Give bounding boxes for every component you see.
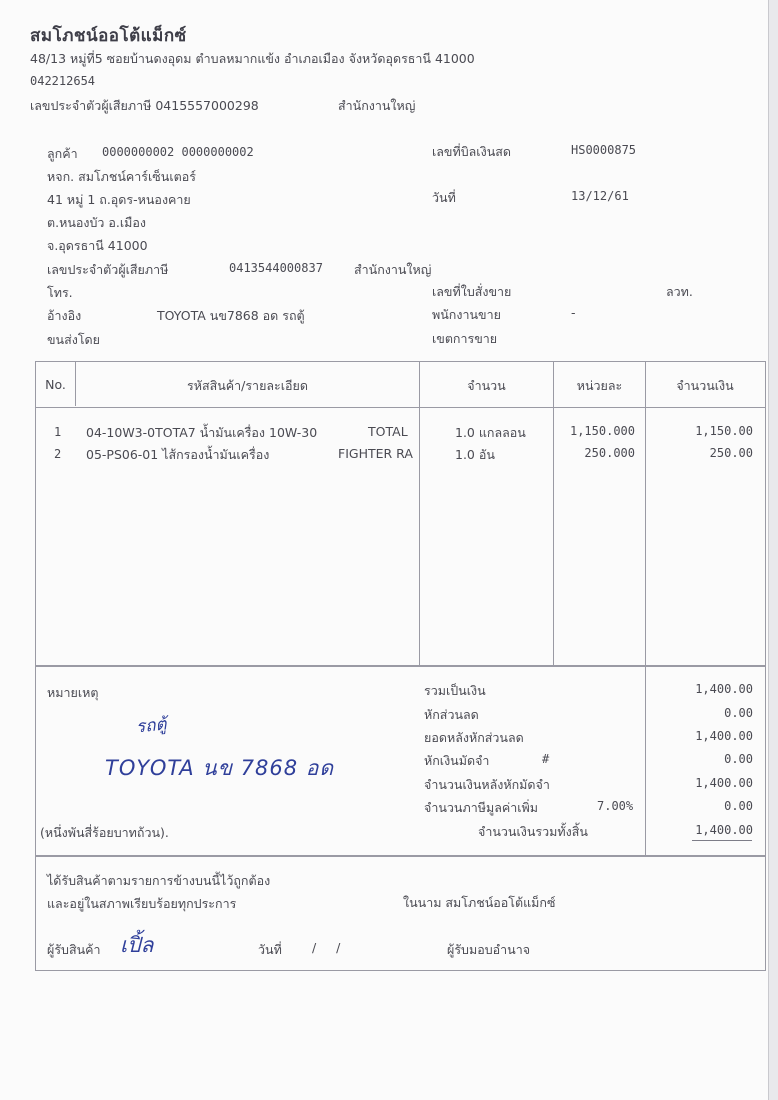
note-label: หมายเหตุ — [47, 685, 99, 700]
on-behalf-of: ในนาม สมโภชน์ออโต้แม็กซ์ — [403, 895, 556, 910]
grand-total-label: จำนวนเงินรวมทั้งสิ้น — [478, 824, 588, 839]
company-phone: 042212654 — [30, 74, 96, 88]
reference-value: TOYOTA นข7868 อด รถตู้ — [157, 308, 305, 323]
reference-label: อ้างอิง — [47, 308, 82, 323]
sales-order-label: เลขที่ใบสั่งขาย — [432, 284, 512, 299]
bill-number-label: เลขที่บิลเงินสด — [432, 144, 511, 159]
customer-branch: สำนักงานใหญ่ — [354, 262, 432, 277]
shipping-label: ขนส่งโดย — [47, 332, 100, 347]
acknowledge-line2: และอยู่ในสภาพเรียบร้อยทุกประการ — [47, 896, 237, 911]
summary-label: หักส่วนลด — [424, 707, 479, 722]
receiver-label: ผู้รับสินค้า — [47, 942, 101, 957]
grand-total-value: 1,400.00 — [695, 823, 753, 837]
company-address: 48/13 หมู่ที่5 ซอยบ้านดงอุดม ตำบลหมากแข้ง อำเภอเมือง จังหวัดอุดรธานี 41000 — [30, 51, 475, 66]
summary-value: 0.00 — [724, 706, 753, 720]
company-name: สมโภชน์ออโต้แม็กซ์ — [30, 26, 187, 46]
total-underline — [692, 840, 752, 841]
customer-name: หจก. สมโภชน์คาร์เซ็นเตอร์ — [47, 169, 196, 184]
item-amount: 1,150.00 — [695, 424, 753, 438]
date-label: วันที่ — [432, 190, 456, 205]
summary-value: 1,400.00 — [695, 682, 753, 696]
invoice-date: 13/12/61 — [571, 189, 629, 203]
company-tax-id: เลขประจำตัวผู้เสียภาษี 0415557000298 — [30, 98, 259, 113]
page-edge-shadow — [768, 0, 778, 1100]
table-header-divider — [35, 407, 765, 408]
header-quantity: จำนวน — [467, 378, 506, 393]
row-number: 2 — [54, 447, 62, 461]
summary-value: 0.00 — [724, 752, 753, 766]
summary-value: 0.00 — [724, 799, 753, 813]
customer-label: ลูกค้า — [47, 146, 78, 161]
deposit-mark: # — [542, 752, 550, 766]
item-code-description: 05-PS06-01 ไส้กรองน้ำมันเครื่อง — [86, 447, 270, 462]
handwritten-note-line1: รถตู้ — [135, 714, 168, 738]
row-number: 1 — [54, 425, 62, 439]
header-description: รหัสสินค้า/รายละเอียด — [186, 378, 308, 393]
order-tag: ลวท. — [666, 284, 693, 299]
item-quantity: 1.0 อัน — [455, 447, 495, 462]
amount-in-words: (หนึ่งพันสี่ร้อยบาทถ้วน). — [40, 825, 169, 840]
item-code-description: 04-10W3-0TOTA7 น้ำมันเครื่อง 10W-30 — [86, 425, 318, 440]
header-no: No. — [45, 377, 66, 392]
customer-tax-label: เลขประจำตัวผู้เสียภาษี — [47, 262, 169, 277]
col-divider — [419, 361, 420, 665]
item-unit-price: 250.000 — [584, 446, 635, 460]
handwritten-note-line2: TOYOTA นข 7868 อด — [105, 756, 335, 780]
summary-label: ยอดหลังหักส่วนลด — [424, 730, 524, 745]
customer-address-line2: ต.หนองบัว อ.เมือง — [47, 215, 147, 230]
item-brand: TOTAL — [368, 424, 408, 439]
receive-date-blank: / / — [312, 940, 341, 955]
receiver-signature: เปิ้ล — [120, 933, 154, 957]
summary-value: 1,400.00 — [695, 729, 753, 743]
header-unit-price: หน่วยละ — [576, 378, 623, 393]
customer-address-line1: 41 หมู่ 1 ถ.อุดร-หนองคาย — [47, 192, 191, 207]
customer-tax-id: 0413544000837 — [229, 261, 323, 275]
item-quantity: 1.0 แกลลอน — [455, 425, 526, 440]
summary-label: รวมเป็นเงิน — [424, 683, 486, 698]
summary-label: จำนวนภาษีมูลค่าเพิ่ม — [424, 800, 538, 815]
customer-phone-label: โทร. — [47, 285, 73, 300]
summary-label: หักเงินมัดจำ — [424, 753, 490, 768]
item-brand: FIGHTER RA — [338, 446, 413, 461]
company-branch: สำนักงานใหญ่ — [338, 98, 416, 113]
col-divider — [553, 361, 554, 665]
bill-number: HS0000875 — [571, 143, 637, 157]
summary-value: 1,400.00 — [695, 776, 753, 790]
item-unit-price: 1,150.000 — [569, 424, 635, 438]
item-amount: 250.00 — [709, 446, 753, 460]
customer-address-line3: จ.อุดรธานี 41000 — [47, 238, 148, 253]
acknowledge-line1: ได้รับสินค้าตามรายการข้างบนนี้ไว้ถูกต้อง — [47, 873, 271, 888]
authorized-label: ผู้รับมอบอำนาจ — [447, 942, 531, 957]
salesperson-value: - — [571, 305, 576, 320]
customer-code: 0000000002 0000000002 — [102, 145, 254, 159]
salesperson-label: พนักงานขาย — [432, 307, 501, 322]
vat-rate: 7.00% — [597, 799, 634, 813]
col-divider — [645, 361, 646, 665]
sales-area-label: เขตการขาย — [432, 331, 498, 346]
receive-date-label: วันที่ — [258, 942, 282, 957]
summary-label: จำนวนเงินหลังหักมัดจำ — [424, 777, 550, 792]
header-amount: จำนวนเงิน — [676, 378, 734, 393]
